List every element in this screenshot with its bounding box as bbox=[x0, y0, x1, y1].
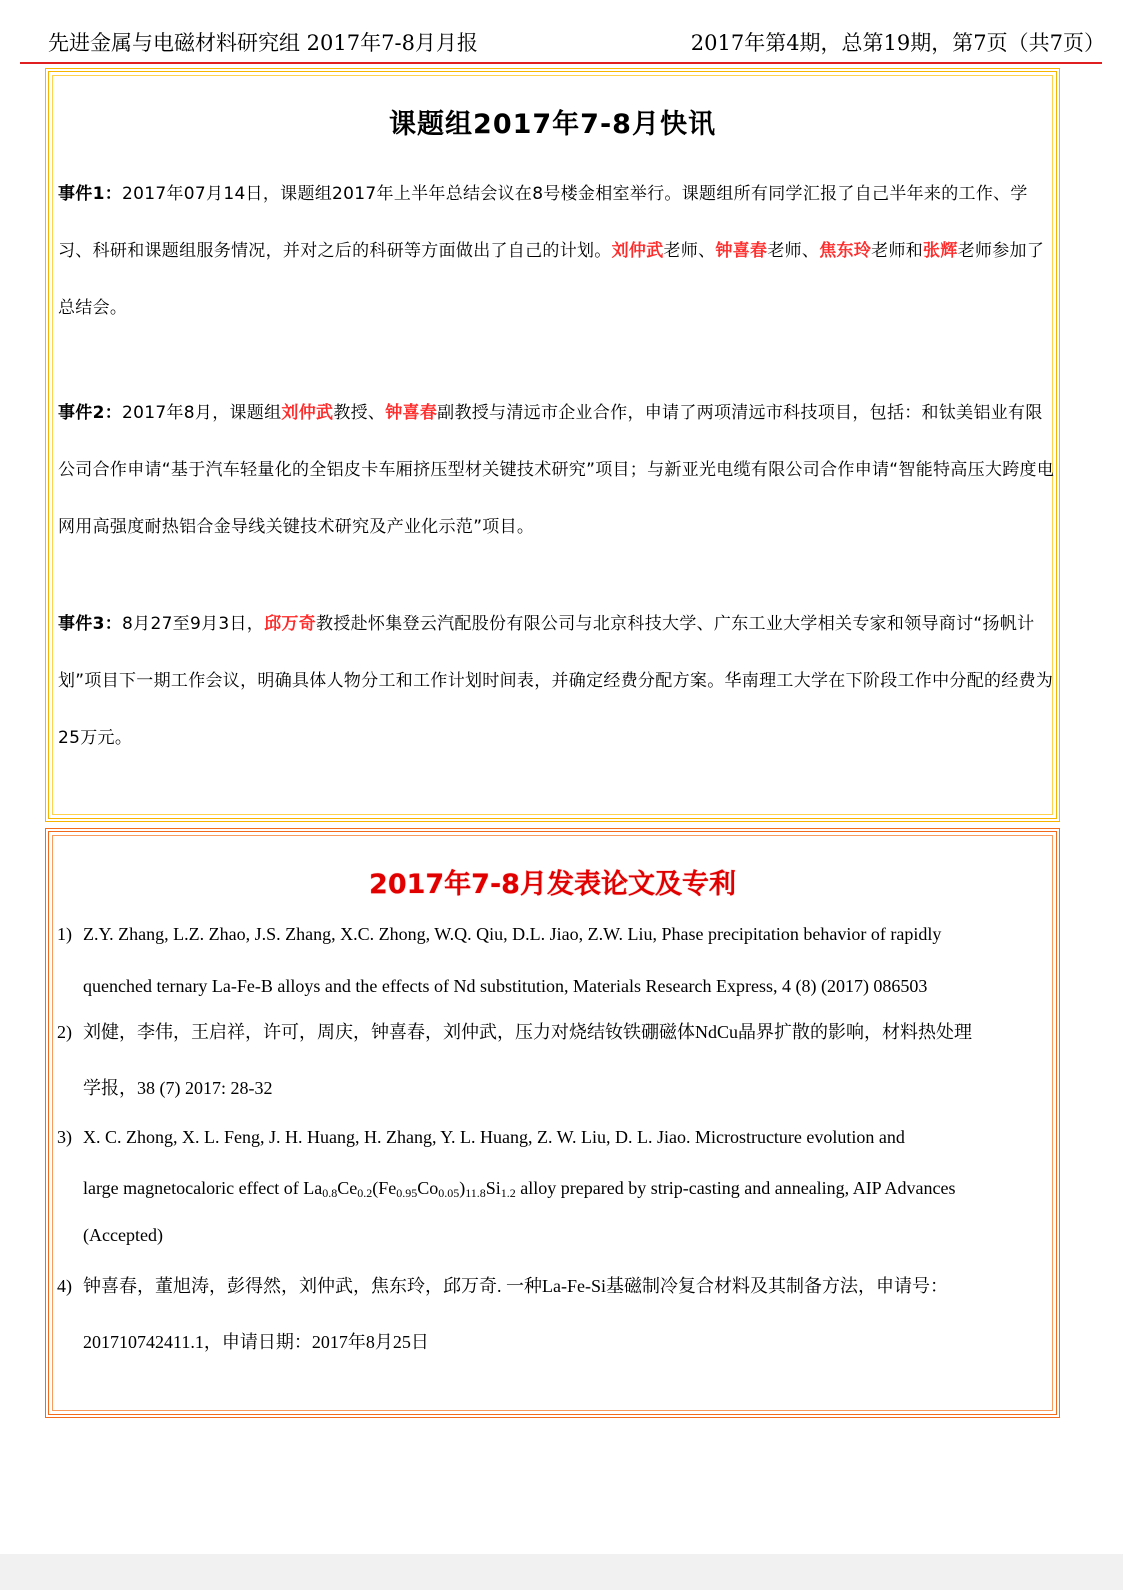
formula-element: La bbox=[303, 1178, 323, 1198]
publication-line: 学报，38 (7) 2017: 28-32 bbox=[83, 1078, 273, 1098]
publication-text: alloy prepared by strip-casting and annealing, AIP Advances bbox=[515, 1178, 956, 1198]
formula-subscript: 1.2 bbox=[500, 1186, 516, 1200]
event-text: 老师、 bbox=[663, 241, 716, 261]
publication-item-2 bbox=[57, 1004, 1057, 1116]
event-text: 8月27至9月3日， bbox=[122, 614, 265, 634]
news-title: 课题组2017年7-8月快讯 bbox=[389, 109, 716, 140]
teacher-name: 邱万奇 bbox=[264, 614, 317, 634]
chemical-formula bbox=[303, 1178, 516, 1198]
formula-element: Si bbox=[485, 1178, 501, 1198]
event-text: 老师参加了总结会。 bbox=[58, 241, 1045, 318]
publication-formula-line bbox=[83, 1156, 1057, 1220]
formula-subscript: 0.8 bbox=[322, 1186, 338, 1200]
publication-line: X. C. Zhong, X. L. Feng, J. H. Huang, H. Zhang, Y. L. Huang, Z. W. Liu, D. L. Jiao. Microstructure evolution and bbox=[83, 1127, 905, 1147]
event-text: 副教授与清远市企业合作，申请了两项清远市科技项目，包括：和钛美铝业有限公司合作申请“基于汽车轻量化的全铝皮卡车厢挤压型材关键技术研究”项目；与新亚光电缆有限公司合作申请“智能特高压大跨度电网用高强度耐热铝合金导线关键技术研究及产业化示范”项目。 bbox=[58, 403, 1055, 537]
event-text: 老师、 bbox=[767, 241, 820, 261]
formula-element: Co bbox=[417, 1178, 439, 1198]
publication-text: large magnetocaloric effect of bbox=[83, 1178, 304, 1198]
publication-item-1 bbox=[57, 908, 1057, 1012]
event-text: 教授、 bbox=[333, 403, 386, 423]
formula-subscript: 11.8 bbox=[465, 1186, 486, 1200]
publication-number: 3) bbox=[57, 1127, 72, 1147]
publication-number: 4) bbox=[57, 1276, 72, 1296]
event-label: 事件2： bbox=[58, 403, 123, 423]
event-3 bbox=[58, 596, 1058, 767]
publication-line: 刘健，李伟，王启祥，许可，周庆，钟喜春，刘仲武，压力对烧结钕铁硼磁体NdCu晶界扩散的影响，材料热处理 bbox=[83, 1022, 972, 1042]
formula-element: (Fe bbox=[372, 1178, 397, 1198]
formula-subscript: 0.05 bbox=[438, 1186, 460, 1200]
teacher-name: 钟喜春 bbox=[385, 403, 438, 423]
event-text: 教授赴怀集登云汽配股份有限公司与北京科技大学、广东工业大学相关专家和领导商讨“扬帆计划”项目下一期工作会议，明确具体人物分工和工作计划时间表，并确定经费分配方案。华南理工大学在下阶段工作中分配的经费为25万元。 bbox=[58, 614, 1054, 748]
publication-item-4 bbox=[57, 1258, 1057, 1370]
publications-title: 2017年7-8月发表论文及专利 bbox=[369, 869, 736, 900]
publication-number: 2) bbox=[57, 1022, 72, 1042]
publication-number: 1) bbox=[57, 924, 72, 944]
page-header bbox=[0, 0, 1123, 64]
page-bottom-margin bbox=[0, 1554, 1123, 1590]
teacher-name: 张辉 bbox=[923, 241, 958, 261]
teacher-name: 焦东玲 bbox=[819, 241, 872, 261]
publication-item-3 bbox=[57, 1118, 1057, 1250]
formula-subscript: 0.2 bbox=[357, 1186, 373, 1200]
header-divider bbox=[20, 62, 1102, 64]
publication-line: quenched ternary La-Fe-B alloys and the effects of Nd substitution, Materials Research Express, 4 (8) (2017) 086503 bbox=[83, 976, 928, 996]
event-text: 老师和 bbox=[871, 241, 924, 261]
publication-line: Z.Y. Zhang, L.Z. Zhao, J.S. Zhang, X.C. Zhong, W.Q. Qiu, D.L. Jiao, Z.W. Liu, Phase precipitation behavior of rapidly bbox=[83, 924, 942, 944]
news-section bbox=[45, 68, 1060, 822]
formula-element: Ce bbox=[337, 1178, 358, 1198]
publication-line: 201710742411.1，申请日期：2017年8月25日 bbox=[83, 1332, 429, 1352]
event-text: 2017年07月14日，课题组2017年上半年总结会议在8号楼金相室举行。课题组所有同学汇报了自己半年来的工作、学习、科研和课题组服务情况，并对之后的科研等方面做出了自己的计划。 bbox=[58, 184, 1028, 261]
teacher-name: 钟喜春 bbox=[715, 241, 768, 261]
publication-line: (Accepted) bbox=[83, 1225, 163, 1245]
event-2 bbox=[58, 385, 1058, 556]
publication-line: 钟喜春，董旭涛，彭得然，刘仲武，焦东玲，邱万奇. 一种La-Fe-Si基磁制冷复合材料及其制备方法，申请号： bbox=[83, 1276, 948, 1296]
formula-subscript: 0.95 bbox=[396, 1186, 418, 1200]
teacher-name: 刘仲武 bbox=[611, 241, 664, 261]
event-1 bbox=[58, 166, 1058, 337]
header-report-title: 先进金属与电磁材料研究组 2017年7-8月月报 bbox=[48, 31, 478, 55]
event-text: 2017年8月，课题组 bbox=[122, 403, 282, 423]
event-label: 事件1： bbox=[58, 184, 123, 204]
teacher-name: 刘仲武 bbox=[281, 403, 334, 423]
formula-element: ) bbox=[459, 1178, 466, 1198]
event-label: 事件3： bbox=[58, 614, 123, 634]
header-issue-info: 2017年第4期，总第19期，第7页（共7页） bbox=[690, 31, 1105, 55]
publications-section bbox=[45, 828, 1060, 1418]
